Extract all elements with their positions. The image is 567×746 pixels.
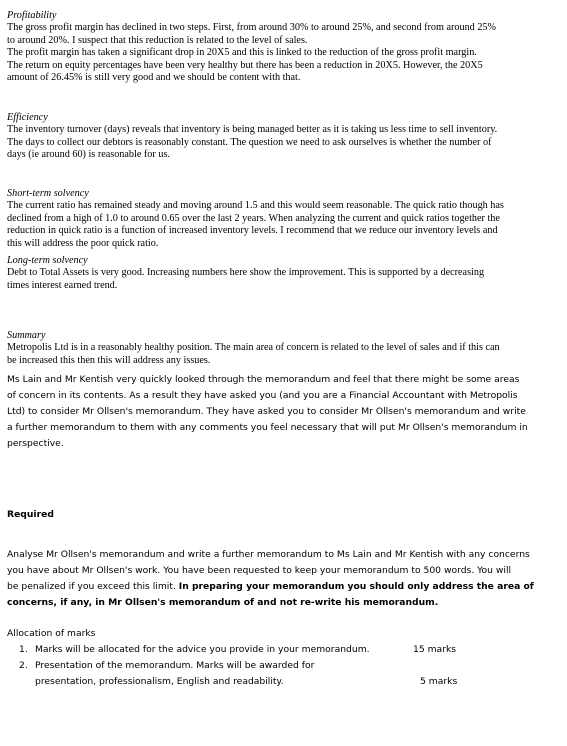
short-term-solvency-line: The current ratio has remained steady and moving around 1.5 and this would seem reasonable. The quick ratio though has — [7, 200, 504, 212]
allocation-item-text: presentation, professionalism, English and readability. — [35, 676, 284, 687]
profitability-section — [7, 10, 559, 84]
allocation-item-marks: 5 marks — [420, 676, 458, 687]
profitability-line: The return on equity percentages have been very healthy but there has been a reduction in 20X5. However, the 20X5 — [7, 59, 483, 71]
required-line-plain: be penalized if you exceed this limit. — [7, 581, 179, 592]
allocation-item-number: 1. — [19, 644, 28, 655]
summary-heading: Summary — [7, 330, 46, 341]
required-paragraph — [7, 547, 559, 611]
intro-line: Ms Lain and Mr Kentish very quickly looked through the memorandum and feel that there might be some areas — [7, 374, 520, 385]
allocation-item-marks: 15 marks — [413, 644, 457, 655]
summary-line: Metropolis Ltd is in a reasonably healthy position. The main area of concern is related to the level of sales and if this can — [7, 342, 500, 354]
intro-line: of concern in its contents. As a result they have asked you (and you are a Financial Accountant with Metropolis — [7, 390, 518, 401]
long-term-solvency-line: times interest earned trend. — [7, 279, 118, 291]
efficiency-line: days (ie around 60) is reasonable for us. — [7, 149, 170, 161]
profitability-line: The profit margin has taken a significant drop in 20X5 and this is linked to the reduction of the gross profit margin. — [7, 47, 477, 59]
long-term-solvency-section — [7, 255, 559, 292]
required-line-bold: In preparing your memorandum you should only address the area of — [178, 581, 534, 592]
allocation-heading: Allocation of marks — [7, 628, 96, 639]
short-term-solvency-heading: Short-term solvency — [7, 188, 89, 199]
required-line: you have about Mr Ollsen's work. You have been requested to keep your memorandum to 500 words. You will — [7, 565, 512, 576]
allocation-item — [19, 642, 559, 658]
short-term-solvency-line: reduction in quick ratio is a function of increased inventory levels. I recommend that we reduce our inventory levels and — [7, 225, 498, 237]
allocation-item — [19, 658, 559, 690]
intro-line: perspective. — [7, 438, 64, 449]
profitability-line: The gross profit margin has declined in two steps. First, from around 30% to around 25%, and second from around 25% — [7, 22, 496, 34]
profitability-line: amount of 26.45% is still very good and we should be content with that. — [7, 72, 301, 84]
short-term-solvency-line: this will address the poor quick ratio. — [7, 237, 159, 249]
required-line — [7, 579, 559, 595]
profitability-heading: Profitability — [7, 10, 57, 21]
allocation-item-text: Presentation of the memorandum. Marks will be awarded for — [35, 660, 315, 671]
short-term-solvency-line: declined from a high of 1.0 to around 0.65 over the last 2 years. When analyzing the current and quick ratios together the — [7, 212, 500, 224]
intro-line: a further memorandum to them with any comments you feel necessary that will put Mr Ollsen's memorandum in — [7, 422, 528, 433]
efficiency-heading: Efficiency — [7, 112, 48, 123]
intro-paragraph — [7, 372, 559, 452]
allocation-list — [7, 642, 559, 690]
efficiency-section — [7, 112, 559, 162]
summary-section — [7, 330, 559, 367]
intro-line: Ltd) to consider Mr Ollsen's memorandum. They have asked you to consider Mr Ollsen's memorandum and write — [7, 406, 526, 417]
long-term-solvency-heading: Long-term solvency — [7, 255, 88, 266]
allocation-item-text: Marks will be allocated for the advice you provide in your memorandum. — [35, 644, 370, 655]
summary-line: be increased this then this will address any issues. — [7, 354, 211, 366]
profitability-line: to around 20%. I suspect that this reduction is related to the level of sales. — [7, 34, 308, 46]
long-term-solvency-line: Debt to Total Assets is very good. Increasing numbers here show the improvement. This is supported by a decreasing — [7, 267, 485, 279]
efficiency-line: The days to collect our debtors is reasonably constant. The question we need to ask ourselves is whether the number of — [7, 136, 492, 148]
efficiency-line: The inventory turnover (days) reveals that inventory is being managed better as it is taking us less time to sell inventory. — [7, 124, 498, 136]
short-term-solvency-section — [7, 188, 559, 250]
required-heading: Required — [7, 509, 54, 520]
allocation-section — [7, 626, 559, 690]
required-line-bold: concerns, if any, in Mr Ollsen's memorandum of and not re-write his memorandum. — [7, 597, 439, 608]
required-line: Analyse Mr Ollsen's memorandum and write a further memorandum to Ms Lain and Mr Kentish with any concerns — [7, 549, 530, 560]
allocation-item-number: 2. — [19, 660, 28, 671]
